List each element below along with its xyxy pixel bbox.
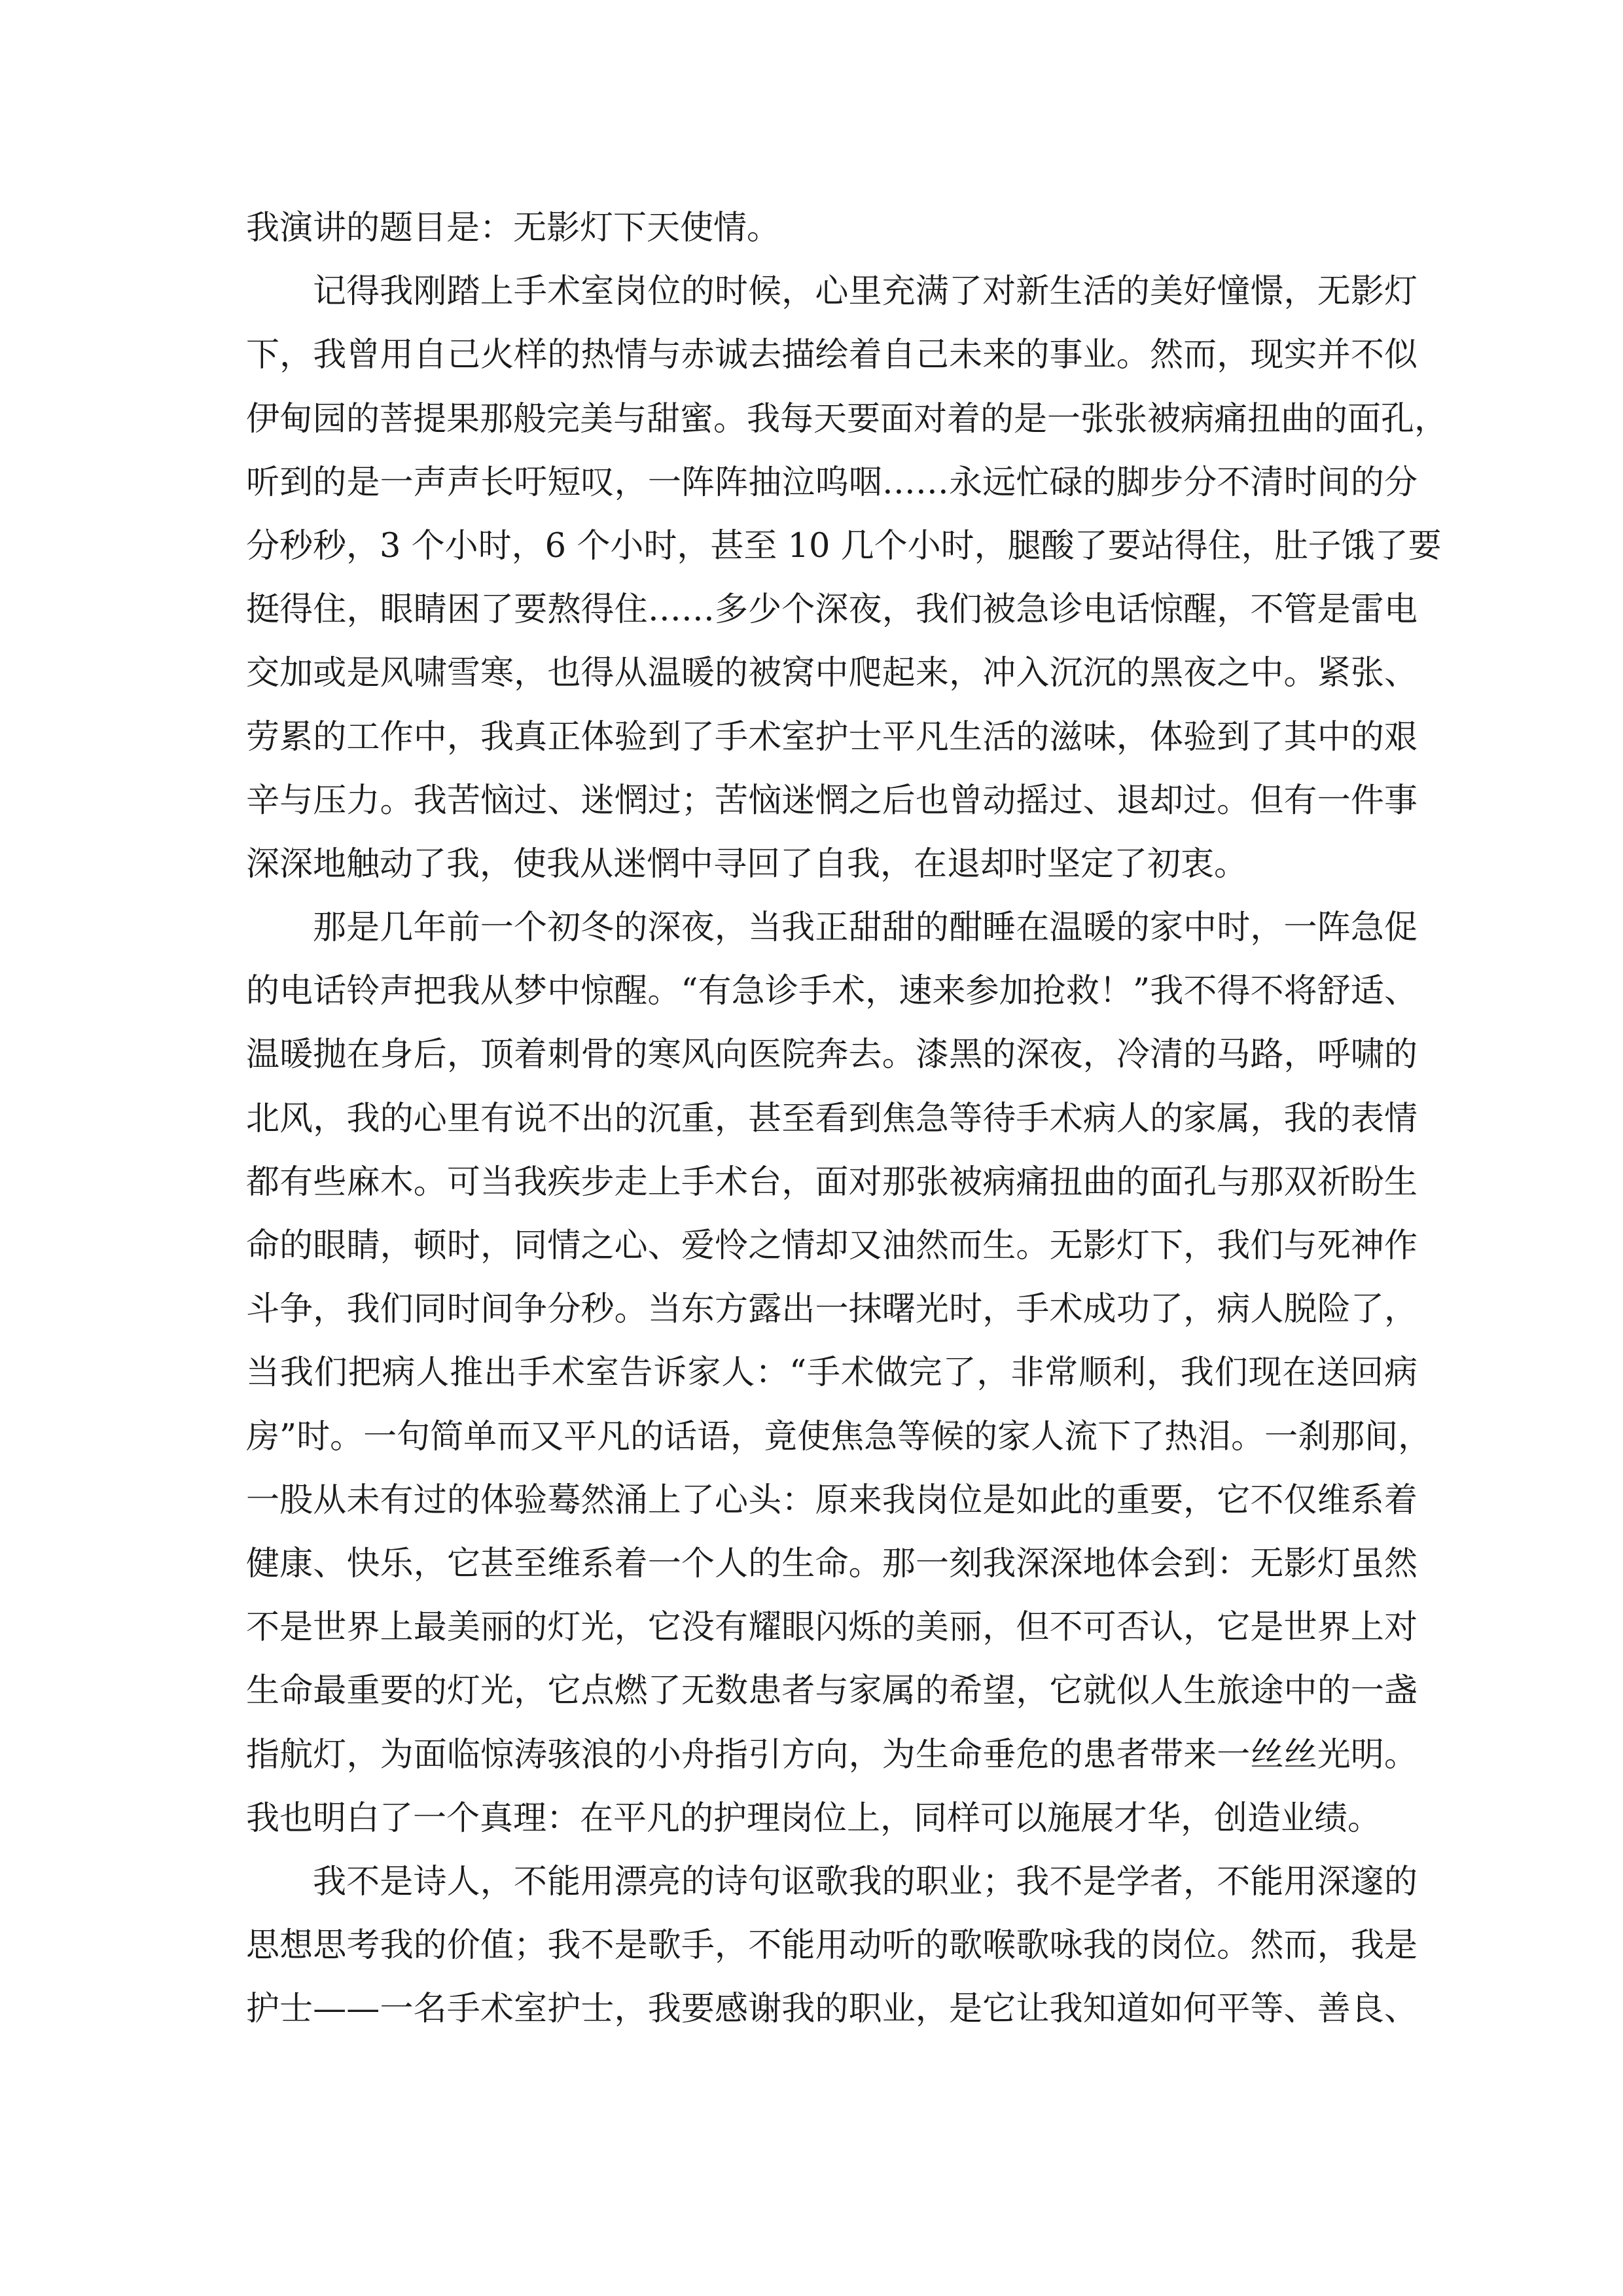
text-line: 生命最重要的灯光，它点燃了无数患者与家属的希望，它就似人生旅途中的一盏	[246, 1672, 1418, 1711]
text-line: 温暖抛在身后，顶着刺骨的寒风向医院奔去。漆黑的深夜，冷清的马路，呼啸的	[246, 1035, 1418, 1075]
text-line: 分秒秒，3 个小时，6 个小时，甚至 10 几个小时，腿酸了要站得住，肚子饿了要	[246, 526, 1442, 565]
text-line: 交加或是风啸雪寒，也得从温暖的被窝中爬起来，冲入沉沉的黑夜之中。紧张、	[246, 654, 1418, 693]
text-line: 听到的是一声声长吁短叹，一阵阵抽泣呜咽……永远忙碌的脚步分不清时间的分	[246, 463, 1418, 502]
text-line: 深深地触动了我，使我从迷惘中寻回了自我，在退却时坚定了初衷。	[246, 844, 1248, 884]
text-line: 指航灯，为面临惊涛骇浪的小舟指引方向，为生命垂危的患者带来一丝丝光明。	[246, 1735, 1418, 1774]
text-line: 护士——一名手术室护士，我要感谢我的职业，是它让我知道如何平等、善良、	[246, 1990, 1418, 2029]
text-line: 挺得住，眼睛困了要熬得住……多少个深夜，我们被急诊电话惊醒，不管是雷电	[246, 590, 1418, 630]
text-line: 的电话铃声把我从梦中惊醒。“有急诊手术，速来参加抢救！”我不得不将舒适、	[246, 972, 1418, 1011]
text-line: 我也明白了一个真理：在平凡的护理岗位上，同样可以施展才华，创造业绩。	[246, 1799, 1382, 1838]
text-line: 辛与压力。我苦恼过、迷惘过；苦恼迷惘之后也曾动摇过、退却过。但有一件事	[246, 781, 1418, 820]
text-line: 伊甸园的菩提果那般完美与甜蜜。我每天要面对着的是一张张被病痛扭曲的面孔，	[246, 399, 1448, 439]
text-line: 一股从未有过的体验蓦然涌上了心头：原来我岗位是如此的重要，它不仅维系着	[246, 1480, 1418, 1520]
text-line: 命的眼睛，顿时，同情之心、爱怜之情却又油然而生。无影灯下，我们与死神作	[246, 1227, 1418, 1265]
text-line: 思想思考我的价值；我不是歌手，不能用动听的歌喉歌咏我的岗位。然而，我是	[246, 1926, 1418, 1965]
text-line: 我演讲的题目是：无影灯下天使情。	[246, 209, 781, 247]
text-line: 房”时。一句简单而又平凡的话语，竟使焦急等候的家人流下了热泪。一刹那间，	[246, 1417, 1432, 1456]
text-line: 北风，我的心里有说不出的沉重，甚至看到焦急等待手术病人的家属，我的表情	[246, 1099, 1418, 1138]
text-line: 劳累的工作中，我真正体验到了手术室护士平凡生活的滋味，体验到了其中的艰	[246, 717, 1418, 757]
text-line: 那是几年前一个初冬的深夜，当我正甜甜的酣睡在温暖的家中时，一阵急促	[313, 908, 1418, 948]
text-line: 都有些麻木。可当我疾步走上手术台，面对那张被病痛扭曲的面孔与那双祈盼生	[246, 1162, 1418, 1202]
text-line: 斗争，我们同时间争分秒。当东方露出一抹曙光时，手术成功了，病人脱险了，	[246, 1290, 1418, 1329]
text-line: 不是世界上最美丽的灯光，它没有耀眼闪烁的美丽，但不可否认，它是世界上对	[246, 1608, 1418, 1647]
text-line: 记得我刚踏上手术室岗位的时候，心里充满了对新生活的美好憧憬，无影灯	[313, 272, 1418, 312]
text-line: 健康、快乐，它甚至维系着一个人的生命。那一刻我深深地体会到：无影灯虽然	[246, 1544, 1418, 1583]
text-line: 下，我曾用自己火样的热情与赤诚去描绘着自己未来的事业。然而，现实并不似	[246, 336, 1418, 375]
text-line: 当我们把病人推出手术室告诉家人：“手术做完了，非常顺利，我们现在送回病	[246, 1354, 1418, 1393]
speech-body-text	[246, 196, 1448, 2041]
text-line: 我不是诗人，不能用漂亮的诗句讴歌我的职业；我不是学者，不能用深邃的	[313, 1862, 1418, 1901]
